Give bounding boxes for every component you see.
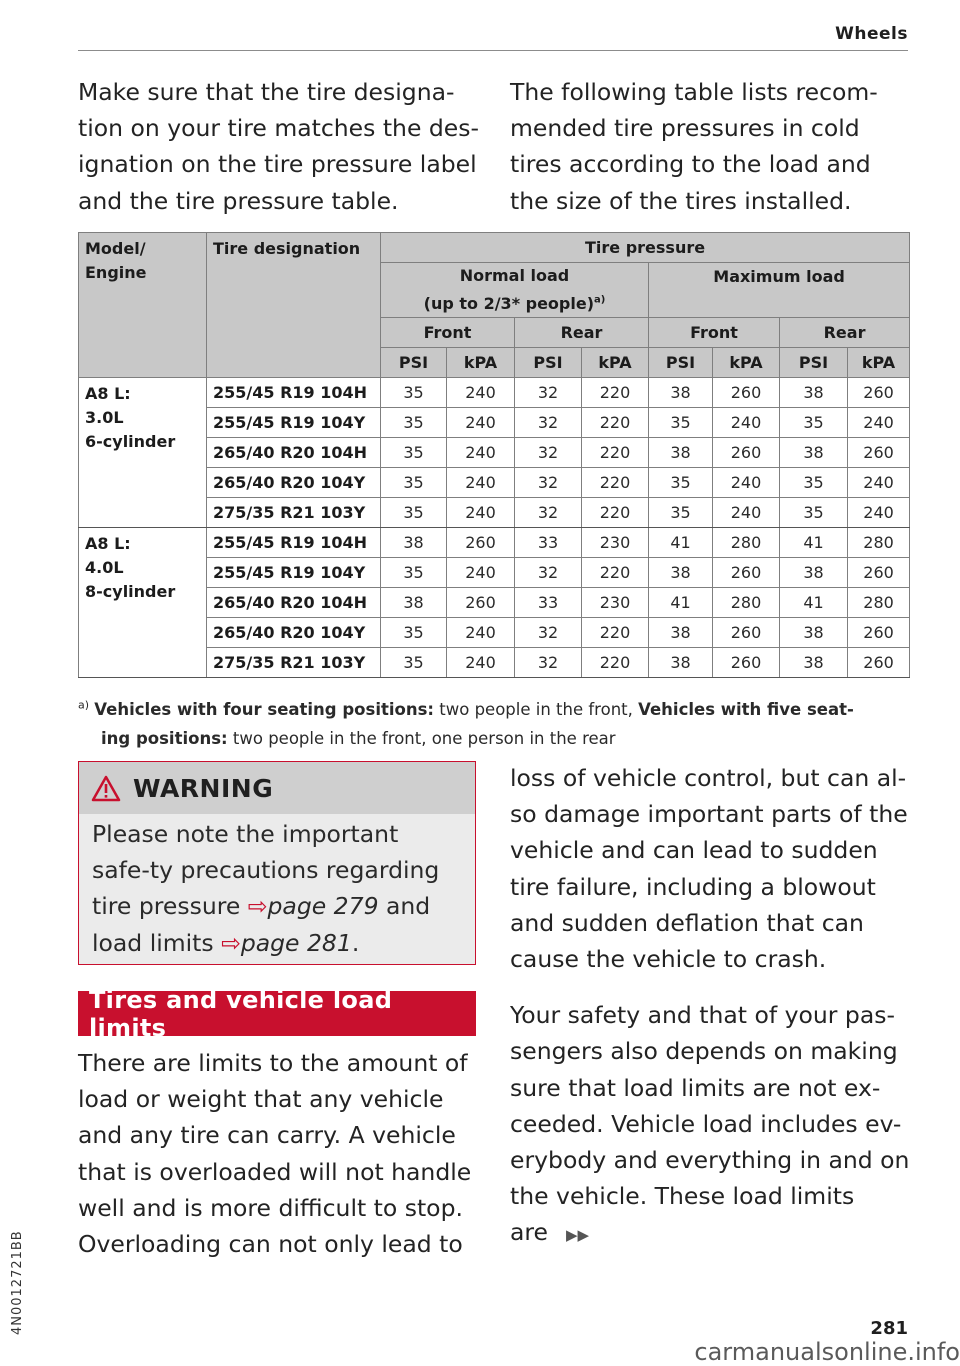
tire-designation-cell: 255/45 R19 104Y bbox=[207, 408, 381, 438]
tire-designation-cell: 275/35 R21 103Y bbox=[207, 648, 381, 678]
model-engine-line: 8-cylinder bbox=[85, 582, 176, 601]
tire-designation-cell: 275/35 R21 103Y bbox=[207, 498, 381, 528]
normal-load-header bbox=[381, 263, 649, 318]
pressure-value-cell: 32 bbox=[515, 438, 582, 468]
pressure-value-cell: 38 bbox=[381, 528, 447, 558]
unit-psi-header: PSI bbox=[780, 348, 848, 378]
model-engine-header bbox=[79, 233, 207, 378]
pressure-value-cell: 35 bbox=[780, 468, 848, 498]
pressure-value-cell: 32 bbox=[515, 498, 582, 528]
table-row bbox=[79, 528, 910, 558]
table-row bbox=[79, 378, 910, 408]
footnote-bold-3: ing positions: bbox=[101, 728, 228, 748]
model-engine-cell bbox=[79, 528, 207, 678]
warning-header bbox=[79, 762, 475, 814]
pressure-value-cell: 240 bbox=[447, 378, 515, 408]
model-engine-line: 6-cylinder bbox=[85, 432, 176, 451]
model-engine-line: A8 L: bbox=[85, 384, 131, 403]
pressure-value-cell: 240 bbox=[713, 498, 780, 528]
page-reference-arrow-icon: ⇨ bbox=[247, 892, 268, 921]
tire-designation-cell: 265/40 R20 104H bbox=[207, 438, 381, 468]
pressure-value-cell: 33 bbox=[515, 588, 582, 618]
pressure-value-cell: 240 bbox=[848, 468, 910, 498]
warning-text-1: Please note the important safe-ty precautions regarding tire pressure bbox=[92, 820, 440, 921]
pressure-value-cell: 38 bbox=[649, 438, 713, 468]
unit-psi-header: PSI bbox=[515, 348, 582, 378]
pressure-value-cell: 280 bbox=[713, 588, 780, 618]
pressure-value-cell: 220 bbox=[582, 378, 649, 408]
pressure-value-cell: 32 bbox=[515, 618, 582, 648]
footnote-bold-1: Vehicles with four seating positions: bbox=[94, 699, 435, 719]
pressure-value-cell: 220 bbox=[582, 438, 649, 468]
pressure-value-cell: 35 bbox=[381, 468, 447, 498]
page-reference-link-281[interactable]: page 281 bbox=[240, 928, 352, 957]
warning-text-3: . bbox=[351, 928, 360, 957]
intro-left-text: Make sure that the tire designa-tion on your tire matches the des-ignation on the tire pressure label and the tire pressure table. bbox=[78, 78, 479, 215]
pressure-value-cell: 35 bbox=[381, 438, 447, 468]
pressure-value-cell: 38 bbox=[649, 618, 713, 648]
body-left-paragraph bbox=[78, 1045, 488, 1262]
pressure-value-cell: 35 bbox=[780, 408, 848, 438]
intro-left-paragraph bbox=[78, 74, 488, 219]
normal-rear-header: Rear bbox=[515, 318, 649, 348]
table-footnote bbox=[78, 690, 908, 753]
body-left-text: There are limits to the amount of load or weight that any vehicle and any tire can carry. A vehicle that is overloaded will not handle well and is more difficult to stop. Overloading can not only lead to bbox=[78, 1049, 472, 1259]
pressure-value-cell: 260 bbox=[713, 438, 780, 468]
footnote-marker: a) bbox=[78, 698, 90, 711]
pressure-value-cell: 35 bbox=[780, 498, 848, 528]
pressure-value-cell: 41 bbox=[649, 528, 713, 558]
model-header-line2: Engine bbox=[85, 263, 147, 282]
pressure-value-cell: 240 bbox=[447, 648, 515, 678]
pressure-value-cell: 260 bbox=[848, 378, 910, 408]
pressure-value-cell: 260 bbox=[713, 558, 780, 588]
pressure-value-cell: 240 bbox=[713, 408, 780, 438]
tire-designation-cell: 255/45 R19 104H bbox=[207, 528, 381, 558]
unit-kpa-header: kPA bbox=[582, 348, 649, 378]
pressure-value-cell: 220 bbox=[582, 498, 649, 528]
tire-designation-cell: 255/45 R19 104Y bbox=[207, 558, 381, 588]
pressure-value-cell: 41 bbox=[649, 588, 713, 618]
pressure-value-cell: 230 bbox=[582, 588, 649, 618]
pressure-value-cell: 35 bbox=[381, 378, 447, 408]
pressure-value-cell: 41 bbox=[780, 588, 848, 618]
pressure-value-cell: 280 bbox=[848, 528, 910, 558]
pressure-value-cell: 280 bbox=[713, 528, 780, 558]
pressure-value-cell: 38 bbox=[381, 588, 447, 618]
pressure-value-cell: 35 bbox=[649, 498, 713, 528]
pressure-value-cell: 240 bbox=[447, 438, 515, 468]
model-engine-line: A8 L: bbox=[85, 534, 131, 553]
normal-load-sub bbox=[424, 294, 606, 313]
warning-text bbox=[79, 814, 475, 961]
pressure-value-cell: 38 bbox=[780, 378, 848, 408]
pressure-value-cell: 35 bbox=[381, 498, 447, 528]
pressure-value-cell: 260 bbox=[848, 648, 910, 678]
footnote-text-1: two people in the front, bbox=[434, 699, 639, 719]
pressure-value-cell: 35 bbox=[381, 618, 447, 648]
tire-designation-cell: 265/40 R20 104H bbox=[207, 588, 381, 618]
pressure-value-cell: 38 bbox=[780, 618, 848, 648]
unit-kpa-header: kPA bbox=[848, 348, 910, 378]
pressure-value-cell: 35 bbox=[649, 408, 713, 438]
pressure-value-cell: 220 bbox=[582, 468, 649, 498]
page-header-title: Wheels bbox=[835, 24, 908, 44]
warning-text-2: and load limits bbox=[92, 892, 431, 957]
pressure-value-cell: 260 bbox=[713, 618, 780, 648]
tire-designation-header: Tire designation bbox=[207, 233, 381, 378]
pressure-value-cell: 35 bbox=[381, 408, 447, 438]
pressure-value-cell: 220 bbox=[582, 558, 649, 588]
pressure-value-cell: 280 bbox=[848, 588, 910, 618]
pressure-value-cell: 260 bbox=[848, 558, 910, 588]
page-reference-arrow-icon: ⇨ bbox=[221, 928, 241, 957]
maximum-load-header: Maximum load bbox=[649, 263, 910, 318]
tire-pressure-header: Tire pressure bbox=[381, 233, 910, 263]
pressure-value-cell: 260 bbox=[848, 618, 910, 648]
unit-psi-header: PSI bbox=[649, 348, 713, 378]
pressure-value-cell: 35 bbox=[649, 468, 713, 498]
footnote-text-2: two people in the front, one person in the rear bbox=[227, 728, 616, 748]
pressure-value-cell: 220 bbox=[582, 648, 649, 678]
pressure-value-cell: 240 bbox=[713, 468, 780, 498]
pressure-value-cell: 240 bbox=[447, 468, 515, 498]
pressure-value-cell: 41 bbox=[780, 528, 848, 558]
normal-load-sub-text: (up to 2/3* people) bbox=[423, 293, 595, 313]
model-engine-line: 3.0L bbox=[85, 408, 124, 427]
pressure-value-cell: 240 bbox=[447, 618, 515, 648]
pressure-value-cell: 32 bbox=[515, 378, 582, 408]
pressure-value-cell: 240 bbox=[848, 498, 910, 528]
body-right-paragraph-1: loss of vehicle control, but can al-so damage important parts of the vehicle and can lead to sudden tire failure, including a blowout and sudden deflation that can cause the vehicle to crash. bbox=[510, 764, 908, 974]
page-number: 281 bbox=[870, 1318, 908, 1339]
pressure-value-cell: 260 bbox=[713, 648, 780, 678]
pressure-value-cell: 32 bbox=[515, 648, 582, 678]
warning-title: WARNING bbox=[133, 773, 274, 803]
normal-load-label: Normal load bbox=[459, 266, 570, 286]
max-rear-header: Rear bbox=[780, 318, 910, 348]
unit-psi-header: PSI bbox=[381, 348, 447, 378]
page-reference-link-279[interactable]: page 279 bbox=[267, 892, 379, 921]
body-right-text-2: Your safety and that of your pas-sengers also depends on making sure that load limits are not ex-ceeded. Vehicle load includes ev-erybody and everything in and on the vehicle. These load limits are bbox=[510, 1001, 910, 1247]
pressure-value-cell: 38 bbox=[780, 648, 848, 678]
model-header-line1: Model/ bbox=[85, 239, 146, 258]
pressure-value-cell: 220 bbox=[582, 408, 649, 438]
tire-designation-cell: 255/45 R19 104H bbox=[207, 378, 381, 408]
pressure-value-cell: 32 bbox=[515, 558, 582, 588]
pressure-value-cell: 220 bbox=[582, 618, 649, 648]
normal-load-footnote-marker: a) bbox=[594, 294, 606, 306]
pressure-value-cell: 35 bbox=[381, 648, 447, 678]
pressure-value-cell: 260 bbox=[713, 378, 780, 408]
pressure-value-cell: 32 bbox=[515, 468, 582, 498]
body-right-column bbox=[510, 760, 910, 1254]
pressure-value-cell: 35 bbox=[381, 558, 447, 588]
pressure-value-cell: 260 bbox=[447, 588, 515, 618]
pressure-value-cell: 38 bbox=[780, 438, 848, 468]
pressure-value-cell: 240 bbox=[447, 498, 515, 528]
unit-kpa-header: kPA bbox=[713, 348, 780, 378]
tire-designation-cell: 265/40 R20 104Y bbox=[207, 618, 381, 648]
section-heading: Tires and vehicle load limits bbox=[89, 985, 393, 1042]
continue-arrow-icon: ▶▶ bbox=[566, 1226, 590, 1245]
pressure-value-cell: 38 bbox=[649, 378, 713, 408]
pressure-value-cell: 260 bbox=[447, 528, 515, 558]
header-rule bbox=[78, 50, 908, 51]
pressure-value-cell: 32 bbox=[515, 408, 582, 438]
pressure-value-cell: 240 bbox=[848, 408, 910, 438]
pressure-value-cell: 260 bbox=[848, 438, 910, 468]
warning-box bbox=[78, 761, 476, 965]
max-front-header: Front bbox=[649, 318, 780, 348]
intro-right-paragraph bbox=[510, 74, 910, 219]
pressure-value-cell: 38 bbox=[649, 558, 713, 588]
side-document-code: 4N0012721BB bbox=[10, 1230, 25, 1335]
body-right-paragraph-2 bbox=[510, 997, 910, 1253]
tire-pressure-table bbox=[78, 232, 910, 678]
normal-front-header: Front bbox=[381, 318, 515, 348]
model-engine-line: 4.0L bbox=[85, 558, 124, 577]
pressure-value-cell: 240 bbox=[447, 558, 515, 588]
watermark: carmanualsonline.info bbox=[694, 1338, 960, 1366]
pressure-value-cell: 33 bbox=[515, 528, 582, 558]
pressure-value-cell: 38 bbox=[780, 558, 848, 588]
section-heading-bar bbox=[78, 985, 476, 1042]
model-engine-cell bbox=[79, 378, 207, 528]
pressure-value-cell: 230 bbox=[582, 528, 649, 558]
pressure-value-cell: 240 bbox=[447, 408, 515, 438]
warning-triangle-icon bbox=[91, 775, 121, 802]
unit-kpa-header: kPA bbox=[447, 348, 515, 378]
tire-designation-cell: 265/40 R20 104Y bbox=[207, 468, 381, 498]
pressure-value-cell: 38 bbox=[649, 648, 713, 678]
footnote-bold-2: Vehicles with five seat- bbox=[638, 699, 854, 719]
intro-right-text: The following table lists recom-mended tire pressures in cold tires according to the load and the size of the tires installed. bbox=[510, 78, 878, 215]
